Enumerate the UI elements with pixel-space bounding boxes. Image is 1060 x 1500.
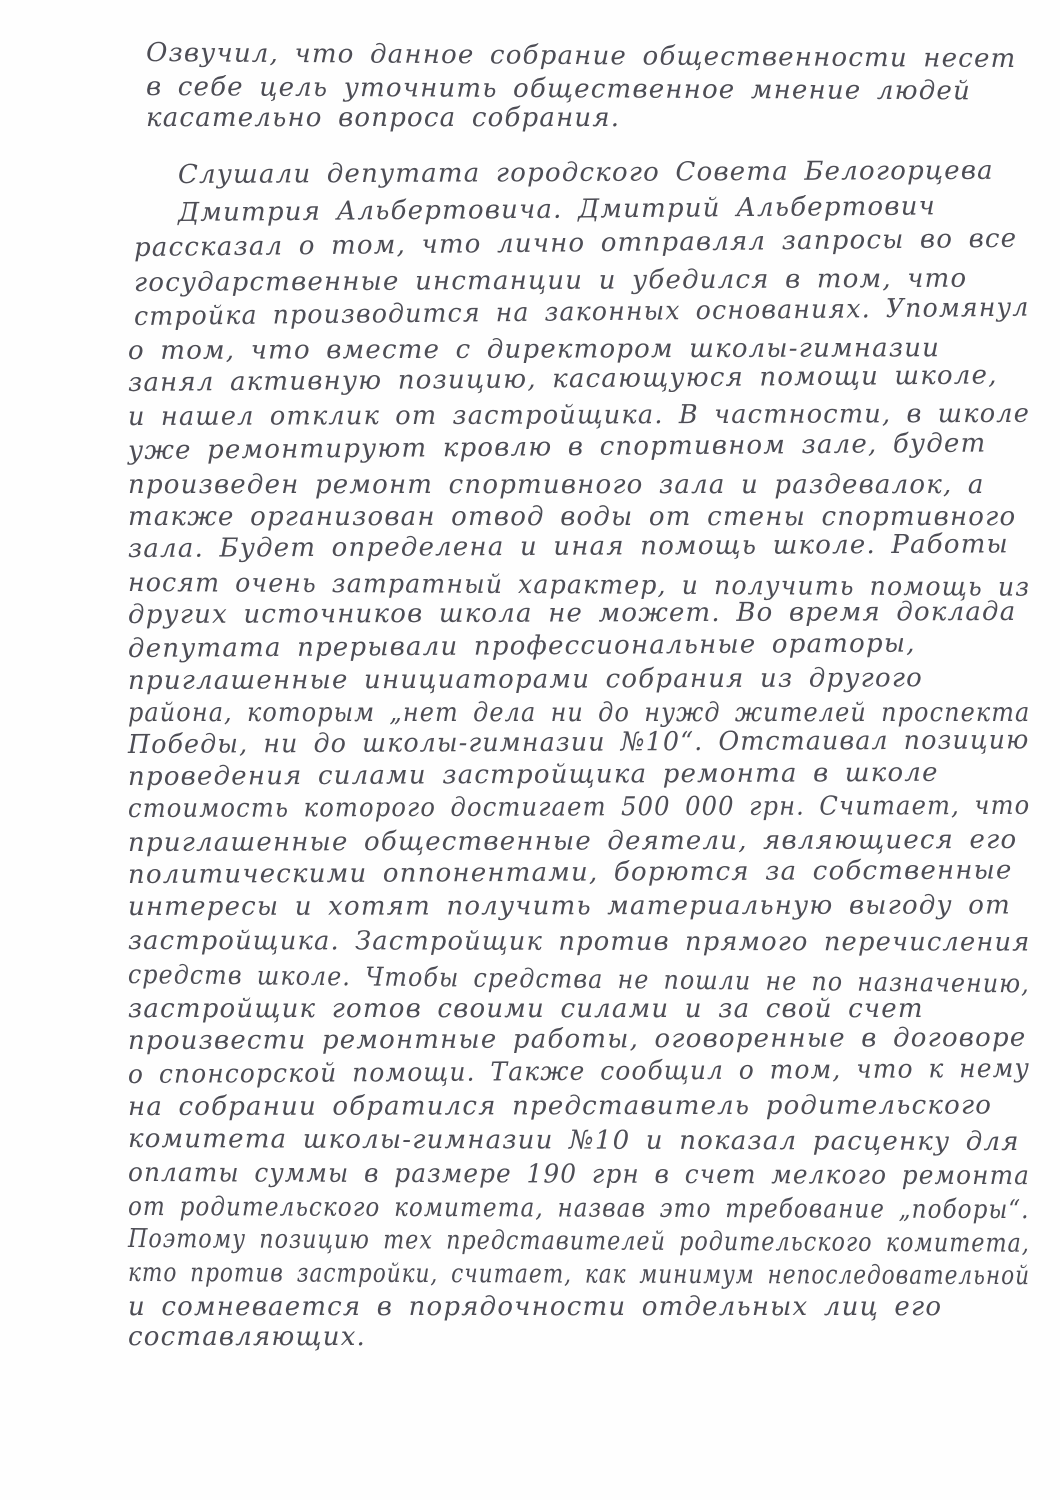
handwritten-line: средств школе. Чтобы средства не пошли не по назначению, xyxy=(127,960,1030,1000)
handwritten-line: приглашенные инициаторами собрания из другого xyxy=(127,663,924,696)
handwritten-line: уже ремонтируют кровлю в спортивном зале, будет xyxy=(127,428,987,466)
handwritten-line: стройка производится на законных основаниях. Упомянул xyxy=(133,292,1030,332)
handwritten-line: и нашел отклик от застройщика. В частности, в школе xyxy=(127,398,1031,432)
handwritten-line: депутата прерывали профессиональные ораторы, xyxy=(127,628,916,664)
handwritten-line: политическими оппонентами, борются за собственные xyxy=(127,855,1013,890)
handwritten-line: рассказал о том, что лично отправлял запросы во все xyxy=(133,223,1018,263)
handwritten-line: произвести ремонтные работы, оговоренные в договоре xyxy=(127,1022,1027,1056)
handwritten-line: застройщик готов своими силами и за свой счет xyxy=(128,994,924,1024)
handwritten-line: других источников школа не может. Во время доклада xyxy=(127,596,1017,630)
handwritten-line: Победы, ни до школы-гимназии №10“. Отстаивал позицию xyxy=(127,725,1030,760)
handwritten-line: составляющих. xyxy=(128,1322,367,1352)
handwritten-line: зала. Будет определена и иная помощь школе. Работы xyxy=(127,529,1009,564)
handwritten-line: также организован отвод воды от стены спортивного xyxy=(128,502,1017,532)
handwritten-line: Озвучил, что данное собрание общественности несет xyxy=(145,38,1017,75)
handwritten-line: приглашенные общественные деятели, являющиеся его xyxy=(127,824,1018,858)
handwritten-line: застройщика. Застройщик против прямого перечисления xyxy=(127,926,1031,958)
handwritten-line: Слушали депутата городского Совета Белогорцева xyxy=(177,155,994,190)
handwritten-line: занял активную позицию, касающуюся помощи школе, xyxy=(127,360,998,398)
handwritten-line: проведения силами застройщика ремонта в школе xyxy=(127,757,939,792)
handwritten-line: о том, что вместе с директором школы-гимназии xyxy=(127,333,941,366)
handwritten-line: Поэтому позицию тех представителей родительского комитета, xyxy=(127,1224,1031,1259)
handwritten-line: района, которым „нет дела ни до нужд жителей проспекта xyxy=(128,698,1031,728)
handwritten-line: Дмитрия Альбертовича. Дмитрий Альбертович xyxy=(177,191,937,228)
handwritten-line: кто против застройки, считает, как минимум непоследовательной xyxy=(127,1258,1031,1292)
handwritten-line: о спонсорской помощи. Также сообщил о том, что к нему xyxy=(127,1053,1031,1090)
handwritten-line: государственные инстанции и убедился в том, что xyxy=(133,263,968,298)
handwritten-line: и сомневается в порядочности отдельных лиц его xyxy=(128,1292,943,1322)
handwritten-line: касательно вопроса собрания. xyxy=(146,103,621,133)
handwritten-line: произведен ремонт спортивного зала и раздевалок, а xyxy=(128,470,985,500)
handwritten-line: стоимость которого достигает 500 000 грн. Считает, что xyxy=(127,790,1031,824)
handwritten-line: на собрании обратился представитель родительского xyxy=(127,1090,993,1122)
handwritten-line: носят очень затратный характер, и получить помощь из xyxy=(127,568,1031,603)
handwritten-line: оплаты суммы в размере 190 грн в счет мелкого ремонта xyxy=(127,1158,1031,1192)
handwritten-line: интересы и хотят получить материальную выгоду от xyxy=(127,890,1012,922)
handwritten-line: от родительского комитета, назвав это требование „поборы“. xyxy=(127,1192,1030,1226)
handwritten-line: в себе цель уточнить общественное мнение людей xyxy=(145,72,972,107)
handwritten-line: комитета школы-гимназии №10 и показал расценку для xyxy=(127,1124,1020,1158)
